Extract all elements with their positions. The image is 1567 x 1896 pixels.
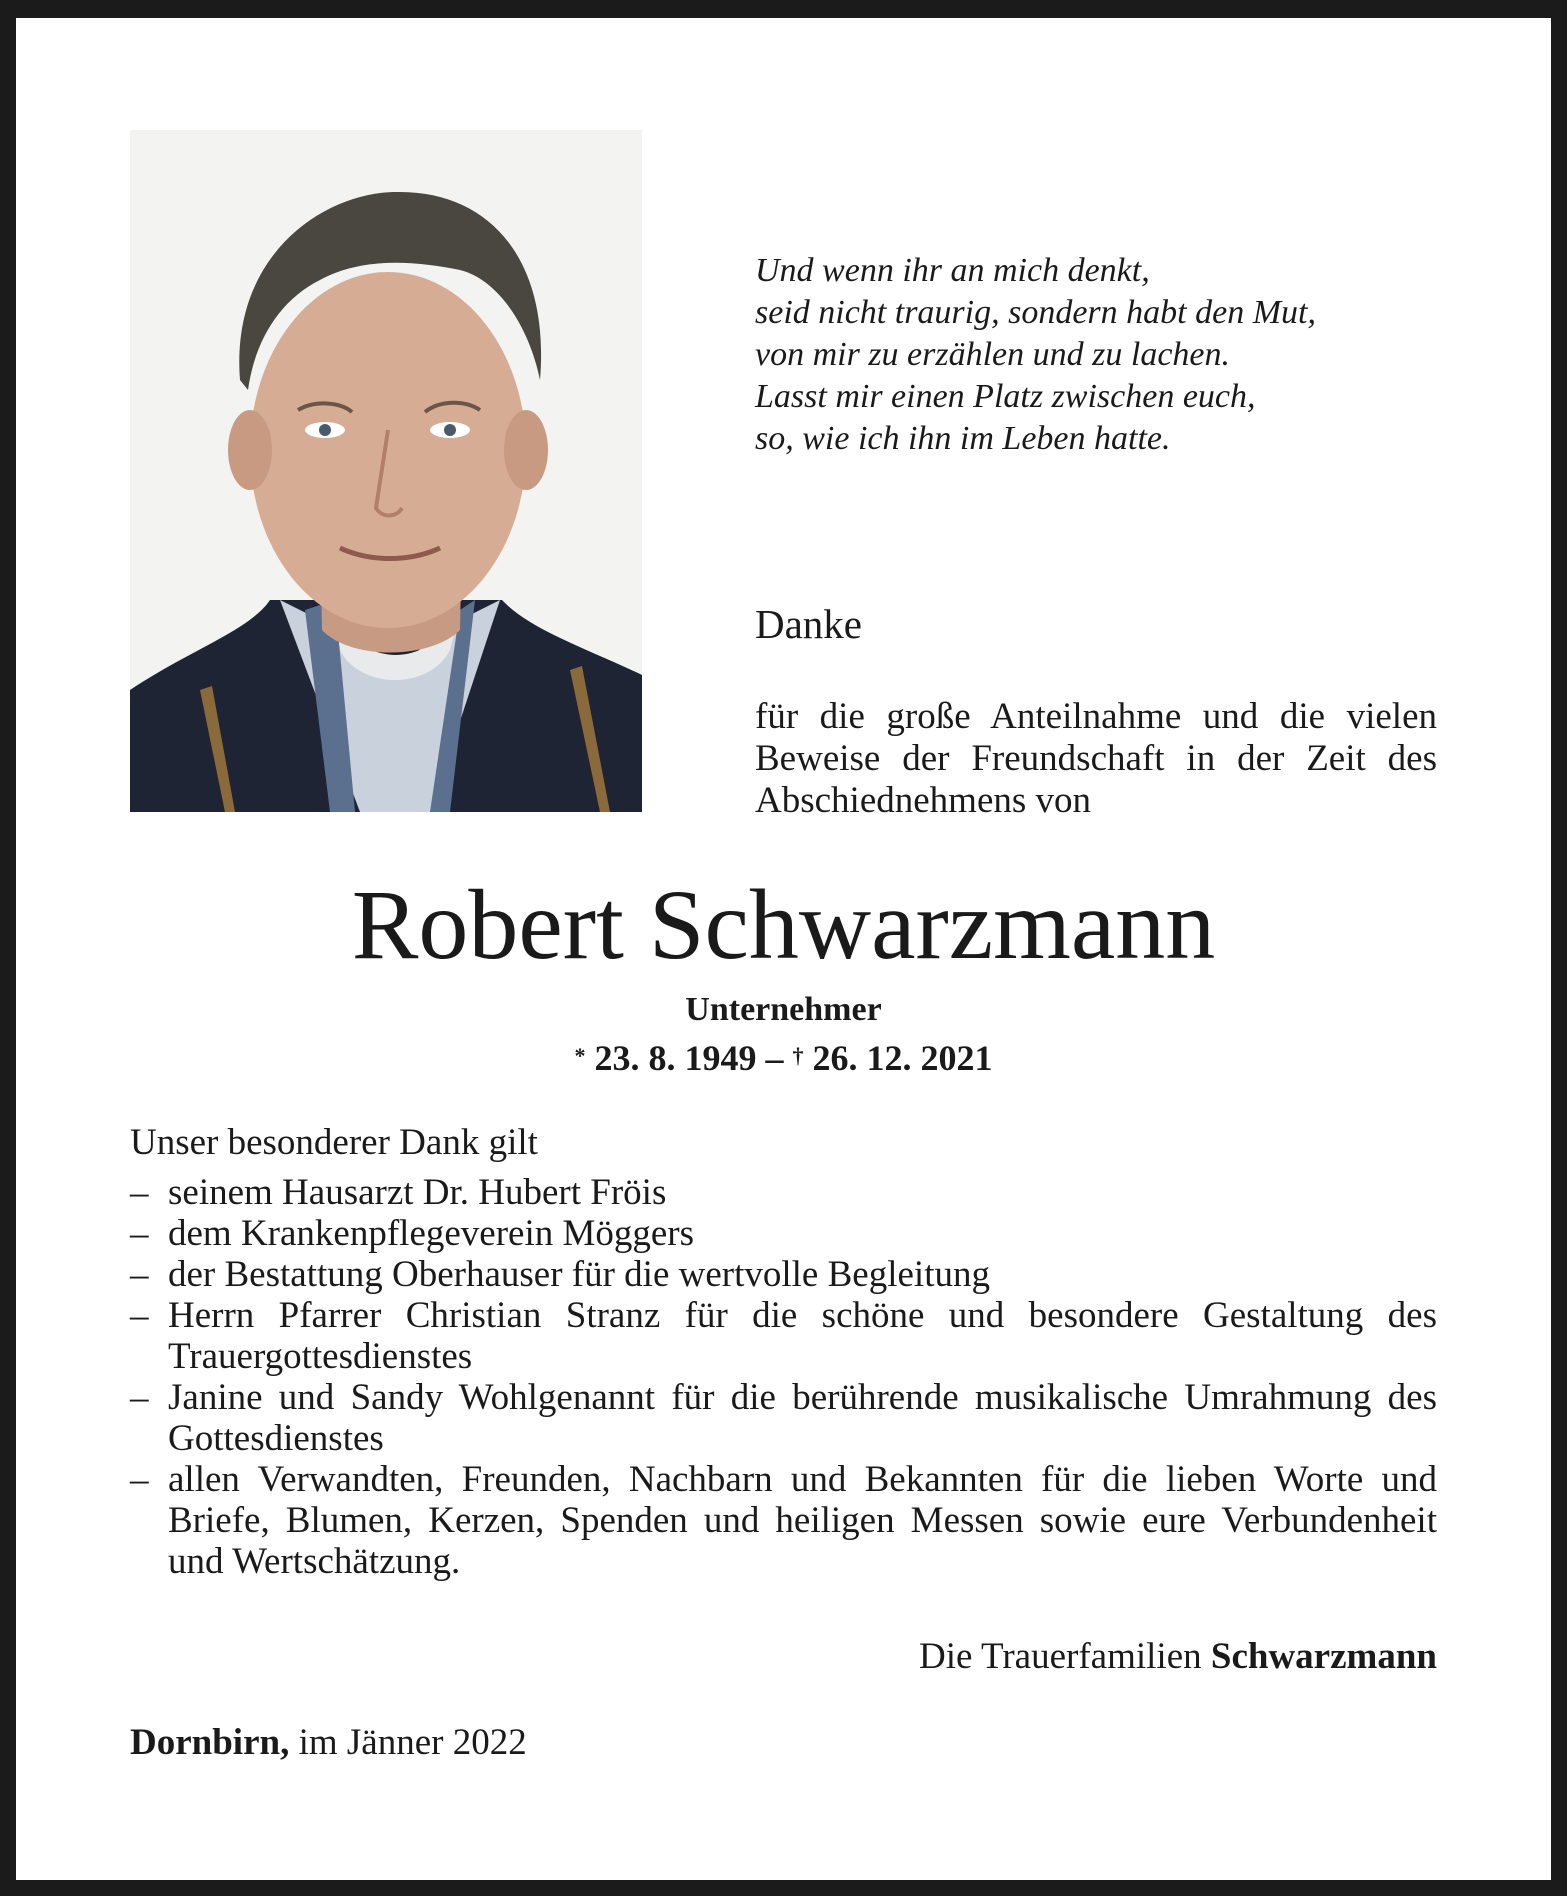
list-item xyxy=(130,1254,1437,1295)
portrait-photo xyxy=(130,130,642,812)
memorial-poem xyxy=(755,250,1475,460)
poem-line: Lasst mir einen Platz zwischen euch, xyxy=(755,378,1256,415)
thanks-list xyxy=(130,1172,1437,1582)
poem-line: Und wenn ihr an mich denkt, xyxy=(755,252,1150,289)
list-item-text: dem Krankenpflegeverein Möggers xyxy=(168,1213,695,1254)
list-item xyxy=(130,1295,1437,1377)
place-date-text: im Jänner 2022 xyxy=(289,1722,527,1763)
list-dash: – xyxy=(130,1172,149,1213)
poem-line: seid nicht traurig, sondern habt den Mut, xyxy=(755,294,1316,331)
death-symbol: † xyxy=(792,1043,804,1068)
intro-text: für die große Anteilnahme und die vielen Beweise der Freundschaft in der Zeit des Abschiednehmens von xyxy=(755,696,1437,821)
place-date xyxy=(130,1722,527,1764)
deceased-role: Unternehmer xyxy=(685,991,882,1028)
poem-line: so, wie ich ihn im Leben hatte. xyxy=(755,420,1171,457)
list-dash: – xyxy=(130,1295,149,1336)
list-item xyxy=(130,1172,1437,1213)
list-item-text: allen Verwandten, Freunden, Nachbarn und Bekannten für die lieben Worte und Briefe, Blumen, Kerzen, Spenden und heiligen Messen sowie eure Verbundenheit und Wertschätzung. xyxy=(168,1459,1437,1582)
life-dates xyxy=(0,1036,1567,1080)
list-item-text: Janine und Sandy Wohlgenannt für die berührende musikalische Umrahmung des Gottesdienstes xyxy=(168,1377,1437,1459)
list-item xyxy=(130,1459,1437,1582)
list-item-text: seinem Hausarzt Dr. Hubert Fröis xyxy=(168,1172,667,1213)
family-signature xyxy=(919,1636,1437,1678)
list-item xyxy=(130,1377,1437,1459)
deceased-name: Robert Schwarzmann xyxy=(351,869,1216,980)
signature-family: Schwarzmann xyxy=(1210,1636,1437,1677)
poem-line: von mir zu erzählen und zu lachen. xyxy=(755,336,1231,373)
death-date: 26. 12. 2021 xyxy=(803,1038,993,1078)
birth-symbol: * xyxy=(574,1043,586,1068)
place-city: Dornbirn, xyxy=(130,1722,290,1763)
thanks-heading: Unser besonderer Dank gilt xyxy=(130,1122,538,1163)
list-dash: – xyxy=(130,1213,149,1254)
list-item-text: der Bestattung Oberhauser für die wertvolle Begleitung xyxy=(168,1254,990,1295)
list-item xyxy=(130,1213,1437,1254)
list-item-text: Herrn Pfarrer Christian Stranz für die schöne und besondere Gestaltung des Trauergottesdienstes xyxy=(168,1295,1437,1377)
list-dash: – xyxy=(130,1459,149,1500)
list-dash: – xyxy=(130,1254,149,1295)
birth-date: 23. 8. 1949 – xyxy=(585,1038,784,1078)
list-dash: – xyxy=(130,1377,149,1418)
signature-prefix: Die Trauerfamilien xyxy=(919,1636,1211,1677)
danke-heading: Danke xyxy=(755,601,863,647)
